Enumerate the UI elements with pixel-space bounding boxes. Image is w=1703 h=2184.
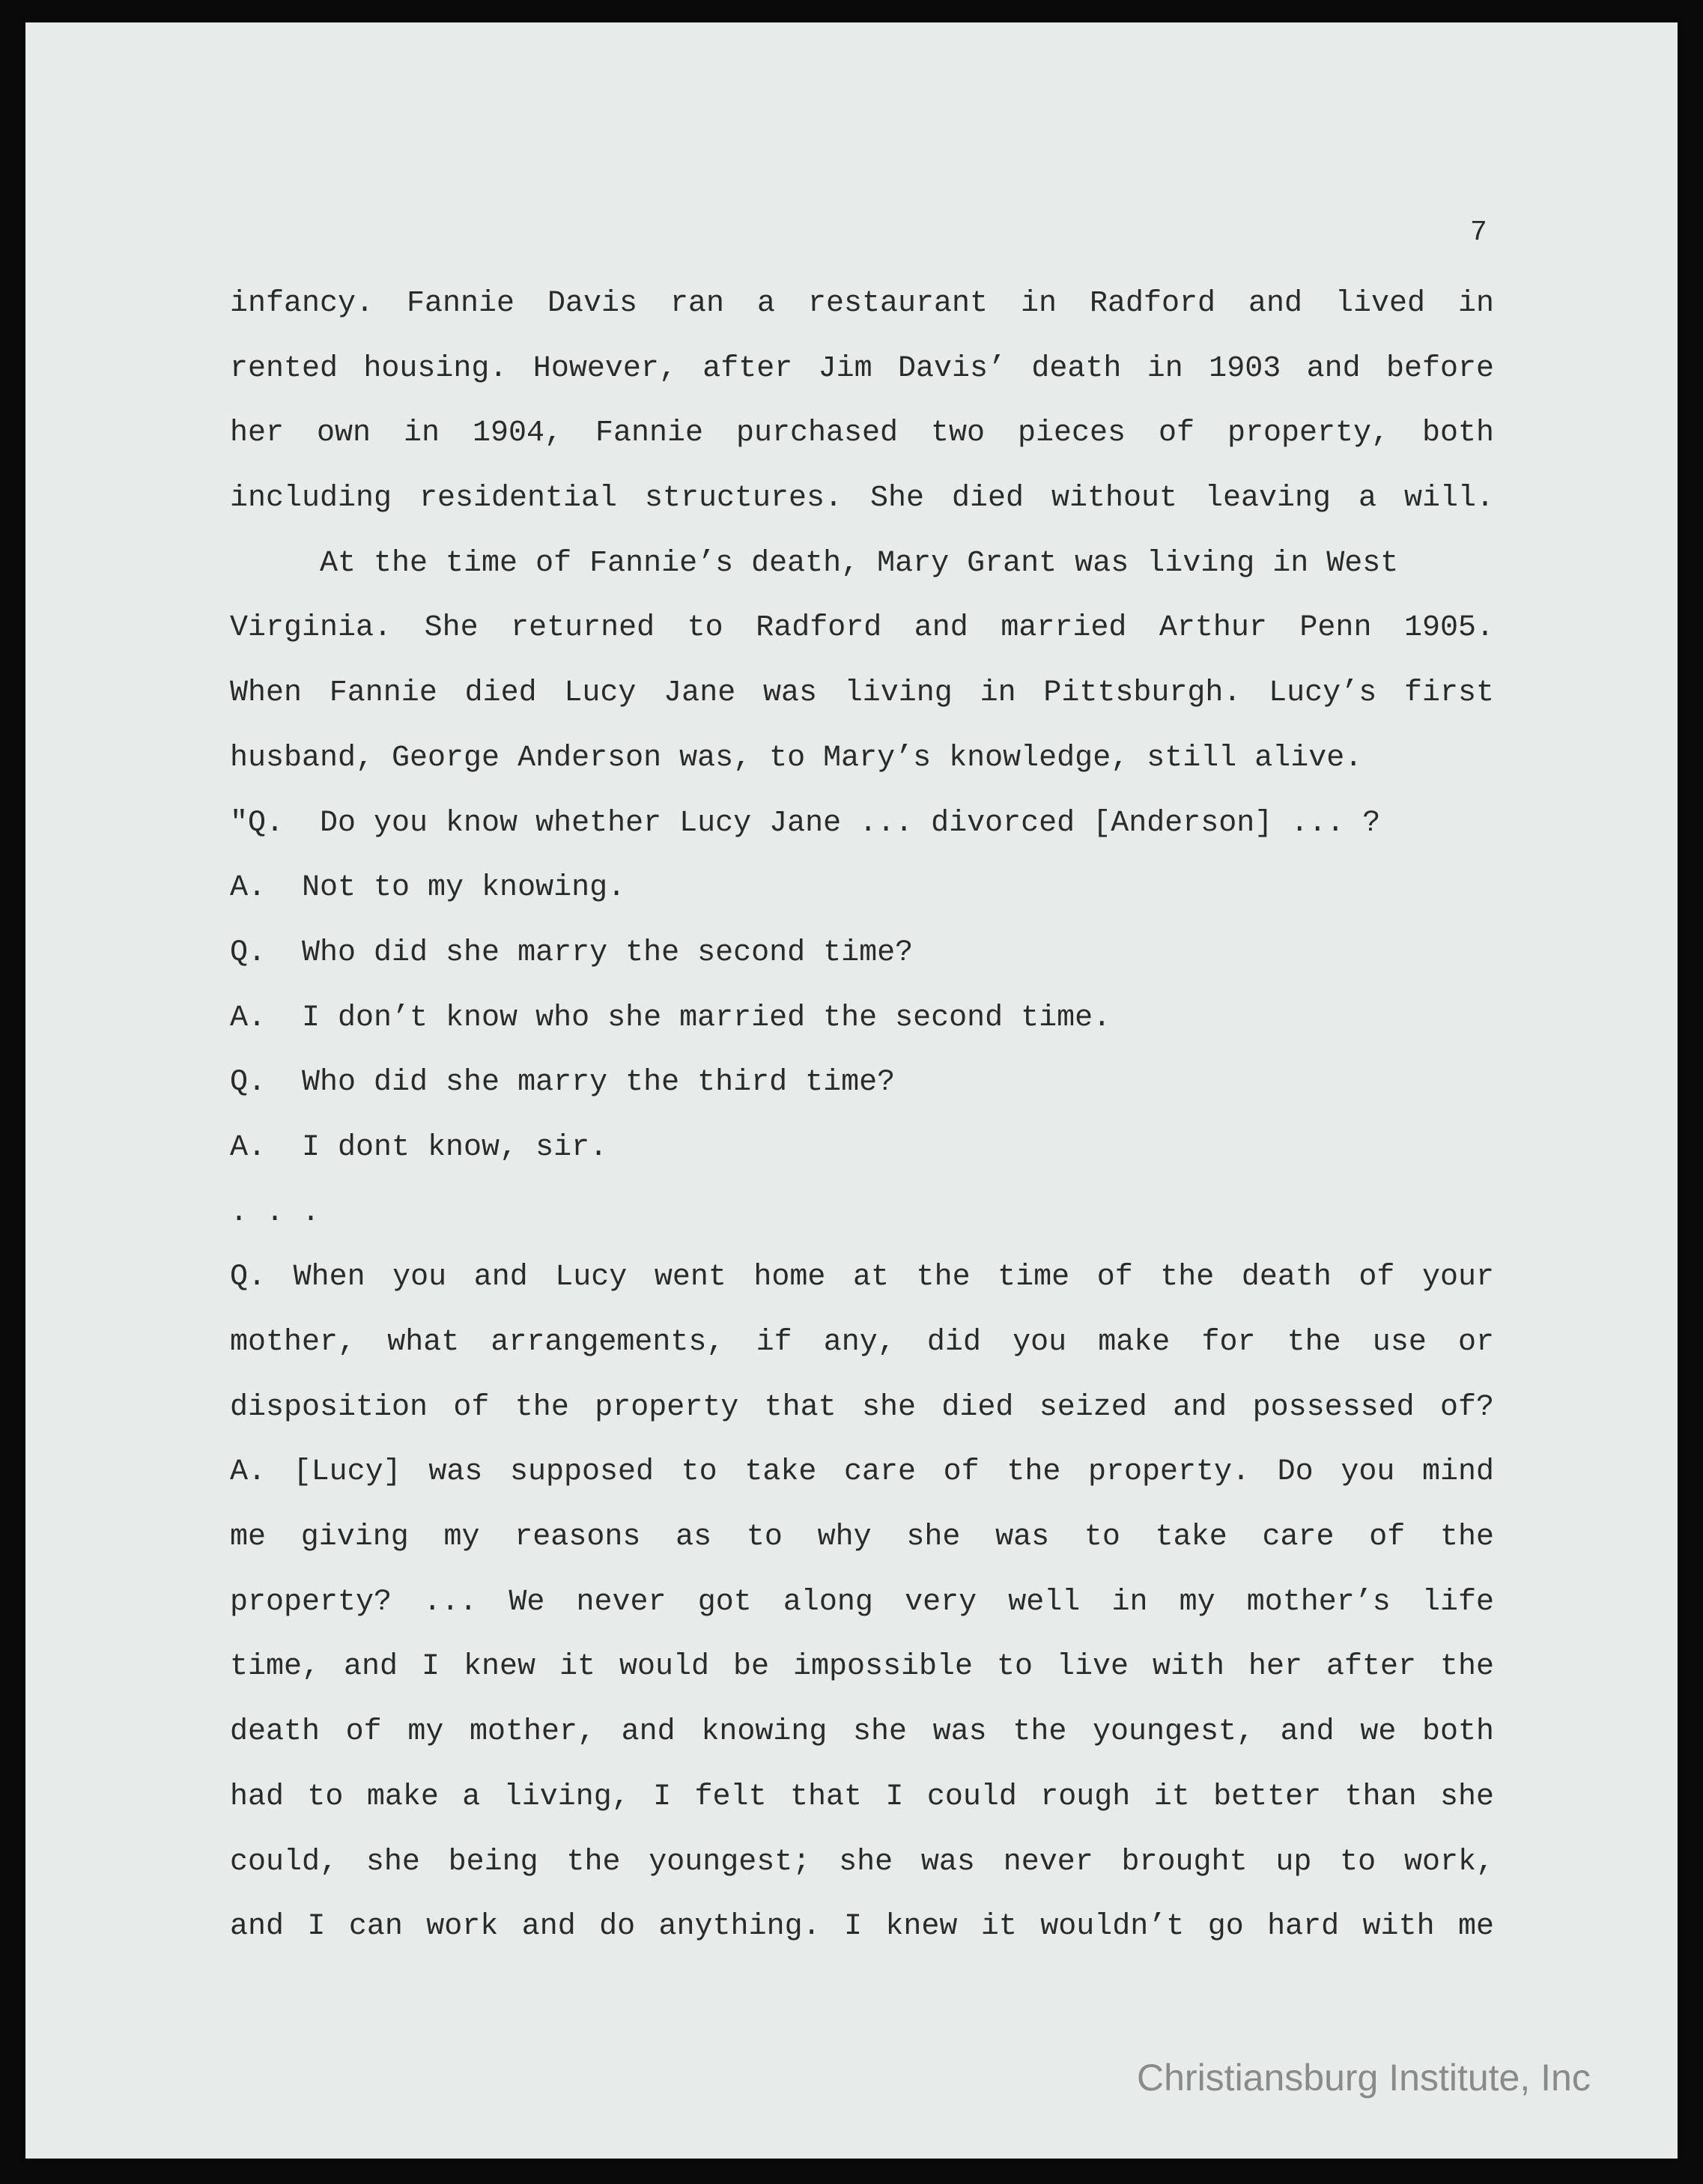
text-line: A. [Lucy] was supposed to take care of the property. Do you mind: [230, 1455, 1494, 1490]
page-number: 7: [1470, 216, 1487, 249]
text-line: including residential structures. She died without leaving a will.: [230, 482, 1494, 516]
text-line: death of my mother, and knowing she was the youngest, and we both: [230, 1715, 1494, 1750]
text-line: A. I dont know, sir.: [230, 1130, 608, 1165]
text-line: time, and I knew it would be impossible to live with her after the: [230, 1650, 1494, 1684]
text-line: When Fannie died Lucy Jane was living in Pittsburgh. Lucy’s first: [230, 676, 1494, 711]
text-line: Q. Who did she marry the third time?: [230, 1066, 896, 1100]
text-line: Q. Who did she marry the second time?: [230, 935, 914, 970]
text-line: and I can work and do anything. I knew it wouldn’t go hard with me: [230, 1910, 1494, 1944]
text-line: property? ... We never got along very well in my mother’s life: [230, 1585, 1494, 1619]
text-line: "Q. Do you know whether Lucy Jane ... divorced [Anderson] ... ?: [230, 806, 1381, 840]
text-line: A. Not to my knowing.: [230, 871, 626, 906]
text-line: At the time of Fannie’s death, Mary Grant was living in West: [230, 546, 1399, 580]
text-line: Q. When you and Lucy went home at the time of the death of your: [230, 1261, 1494, 1295]
text-line: had to make a living, I felt that I could rough it better than she: [230, 1780, 1494, 1814]
text-line: me giving my reasons as to why she was to take care of the: [230, 1520, 1494, 1555]
text-line: her own in 1904, Fannie purchased two pieces of property, both: [230, 416, 1494, 451]
text-line: . . .: [230, 1195, 321, 1230]
text-line: could, she being the youngest; she was never brought up to work,: [230, 1845, 1494, 1879]
text-line: A. I don’t know who she married the second time.: [230, 1001, 1111, 1035]
text-line: disposition of the property that she died seized and possessed of?: [230, 1390, 1494, 1425]
text-line: Virginia. She returned to Radford and married Arthur Penn 1905.: [230, 611, 1494, 646]
text-line: rented housing. However, after Jim Davis’ death in 1903 and before: [230, 351, 1494, 386]
document-body: [230, 272, 1494, 1960]
text-line: infancy. Fannie Davis ran a restaurant in Radford and lived in: [230, 287, 1494, 321]
text-line: mother, what arrangements, if any, did you make for the use or: [230, 1326, 1494, 1359]
text-line: husband, George Anderson was, to Mary’s knowledge, still alive.: [230, 741, 1363, 775]
watermark: Christiansburg Institute, Inc: [1137, 2057, 1591, 2099]
